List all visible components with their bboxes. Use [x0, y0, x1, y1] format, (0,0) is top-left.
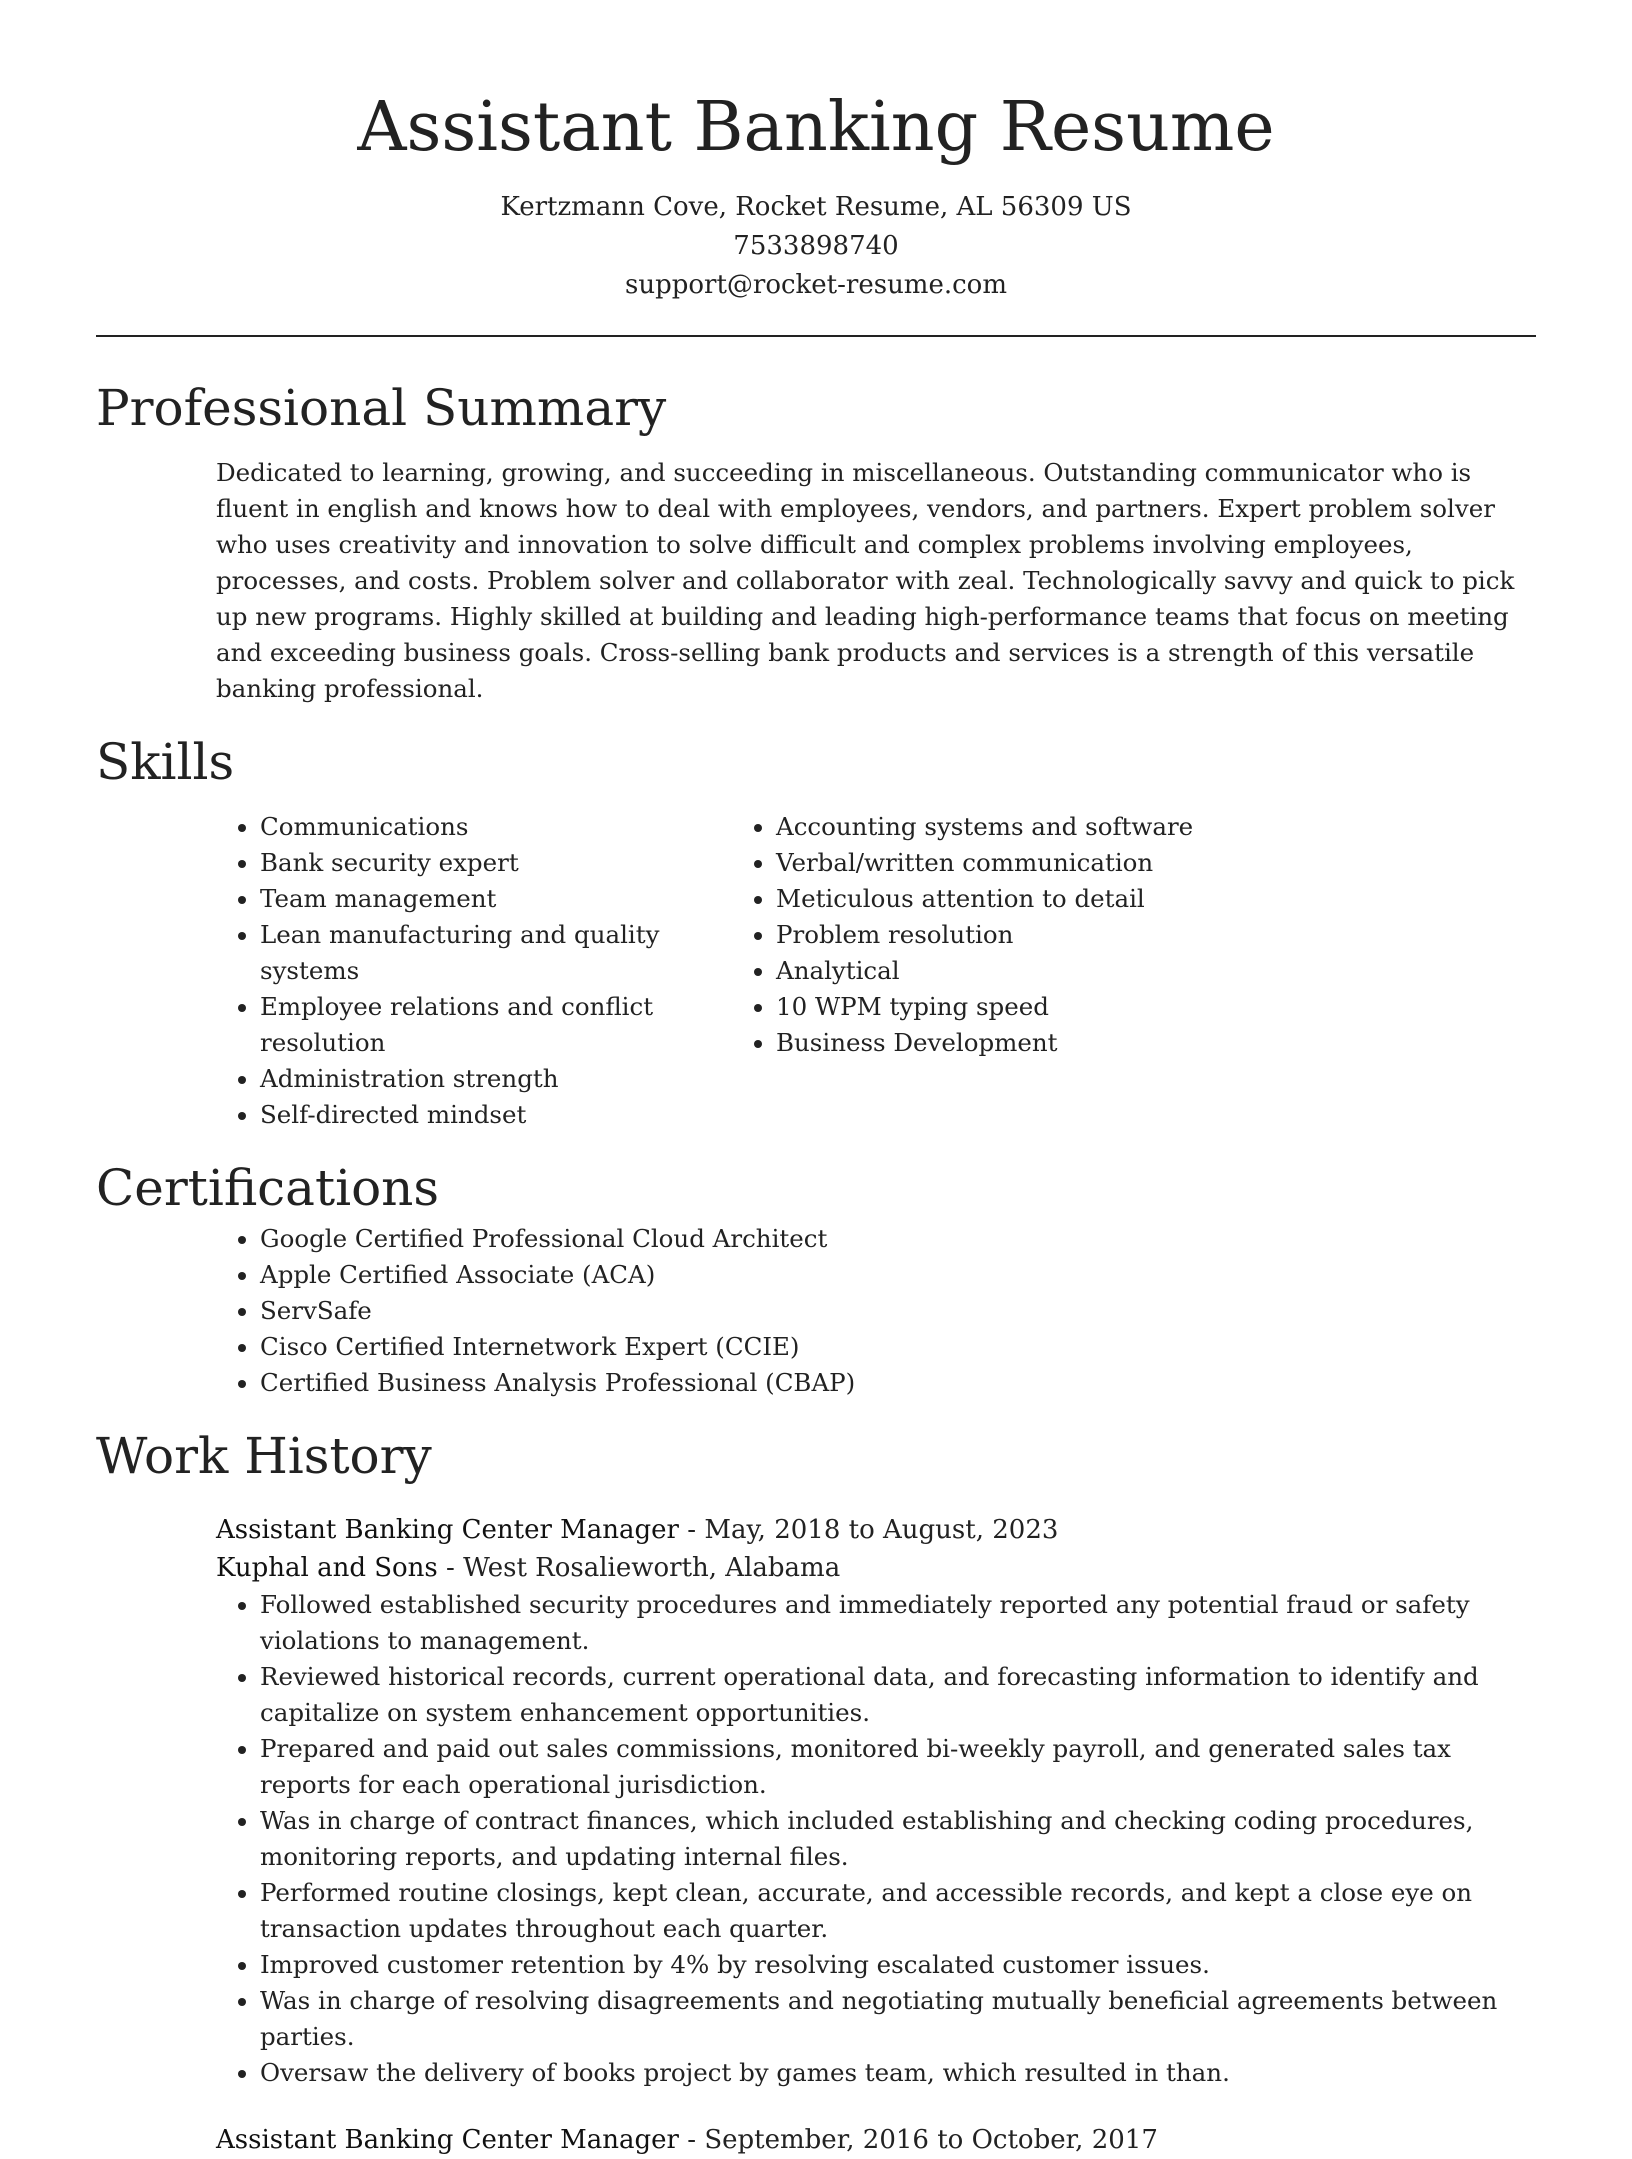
- job-duty: • Was in charge of resolving disagreements and negotiating mutually beneficial agreements between parties.: [260, 1983, 1536, 2055]
- job-duty: • Followed established security procedures and immediately reported any potential fraud or safety violations to management.: [260, 1587, 1536, 1659]
- resume-header: [96, 0, 1536, 305]
- skill-item: • 10 WPM typing speed: [776, 989, 1536, 1025]
- work-history-section: [96, 1423, 1536, 2159]
- skill-item: • Team management: [260, 881, 746, 917]
- job-title-line: Assistant Banking Center Manager - September, 2016 to October, 2017: [216, 2125, 1158, 2155]
- job-location: West Rosalieworth, Alabama: [463, 1553, 841, 1583]
- skill-item: • Self-directed mindset: [260, 1097, 746, 1133]
- certifications-list: [96, 1221, 1536, 1401]
- skill-item: • Administration strength: [260, 1061, 746, 1097]
- skill-item: • Communications: [260, 809, 746, 845]
- summary-section: [96, 375, 1536, 707]
- certification-item: • Google Certified Professional Cloud Architect: [260, 1221, 1536, 1257]
- job-dates: May, 2018 to August, 2023: [704, 1515, 1059, 1545]
- job-duty: • Was in charge of contract finances, which included establishing and checking coding procedures, monitoring reports, and updating internal files.: [260, 1803, 1536, 1875]
- skill-item: • Employee relations and conflict resolution: [260, 989, 746, 1061]
- summary-heading: Professional Summary: [96, 379, 667, 437]
- skill-item: • Business Development: [776, 1025, 1536, 1061]
- skill-item: • Analytical: [776, 953, 1536, 989]
- certifications-heading: Certifications: [96, 1159, 440, 1217]
- certification-item: • ServSafe: [260, 1293, 1536, 1329]
- job-dates: September, 2016 to October, 2017: [704, 2125, 1158, 2155]
- job-duty: • Oversaw the delivery of books project by games team, which resulted in than.: [260, 2055, 1536, 2091]
- skills-column-right: [746, 809, 1536, 1133]
- job-duties-list: [96, 1587, 1536, 2091]
- job-entry: [96, 1511, 1536, 2091]
- job-company-line: Kuphal and Sons - West Rosalieworth, Alabama: [216, 1553, 841, 1583]
- skill-item: • Lean manufacturing and quality systems: [260, 917, 746, 989]
- skills-column-left: [96, 809, 746, 1133]
- job-duty: • Performed routine closings, kept clean, accurate, and accessible records, and kept a close eye on transaction updates throughout each quarter.: [260, 1875, 1536, 1947]
- skill-item: • Accounting systems and software: [776, 809, 1536, 845]
- work-history-heading: Work History: [96, 1427, 432, 1485]
- job-title-line: Assistant Banking Center Manager - May, 2018 to August, 2023: [216, 1515, 1059, 1545]
- skills-heading: Skills: [96, 733, 235, 791]
- skill-item: • Meticulous attention to detail: [776, 881, 1536, 917]
- contact-phone: 7533898740: [733, 231, 899, 261]
- job-title: Assistant Banking Center Manager: [216, 2125, 679, 2155]
- skill-item: • Bank security expert: [260, 845, 746, 881]
- skills-list-right: [776, 809, 1536, 1061]
- contact-address: Kertzmann Cove, Rocket Resume, AL 56309 US: [500, 192, 1132, 222]
- contact-email: support@rocket-resume.com: [624, 270, 1007, 300]
- skill-item: • Problem resolution: [776, 917, 1536, 953]
- summary-text: Dedicated to learning, growing, and succeeding in miscellaneous. Outstanding communicator who is fluent in english and knows how to deal with employees, vendors, and partners. Expert problem solver who uses creativity and innovation to solve difficult and complex problems involving employees, processes, and costs. Problem solver and collaborator with zeal. Technologically savvy and quick to pick up new programs. Highly skilled at building and leading high-performance teams that focus on meeting and exceeding business goals. Cross-selling bank products and services is a strength of this versatile banking professional.: [216, 458, 1515, 703]
- certification-item: • Cisco Certified Internetwork Expert (CCIE): [260, 1329, 1536, 1365]
- resume-page: [96, 0, 1536, 2159]
- job-title: Assistant Banking Center Manager: [216, 1515, 679, 1545]
- job-duty: • Prepared and paid out sales commissions, monitored bi-weekly payroll, and generated sales tax reports for each operational jurisdiction.: [260, 1731, 1536, 1803]
- header-divider: [96, 335, 1536, 337]
- skills-section: [96, 729, 1536, 1133]
- certification-item: • Apple Certified Associate (ACA): [260, 1257, 1536, 1293]
- skills-list-left: [96, 809, 746, 1133]
- certifications-section: [96, 1155, 1536, 1401]
- contact-info: [96, 188, 1536, 305]
- skills-grid: [96, 809, 1536, 1133]
- skill-item: • Verbal/written communication: [776, 845, 1536, 881]
- job-company: Kuphal and Sons: [216, 1553, 438, 1583]
- job-duty: • Improved customer retention by 4% by resolving escalated customer issues.: [260, 1947, 1536, 1983]
- resume-title: Assistant Banking Resume: [357, 88, 1275, 167]
- job-duty: • Reviewed historical records, current operational data, and forecasting information to identify and capitalize on system enhancement opportunities.: [260, 1659, 1536, 1731]
- certification-item: • Certified Business Analysis Professional (CBAP): [260, 1365, 1536, 1401]
- job-entry: [96, 2121, 1536, 2159]
